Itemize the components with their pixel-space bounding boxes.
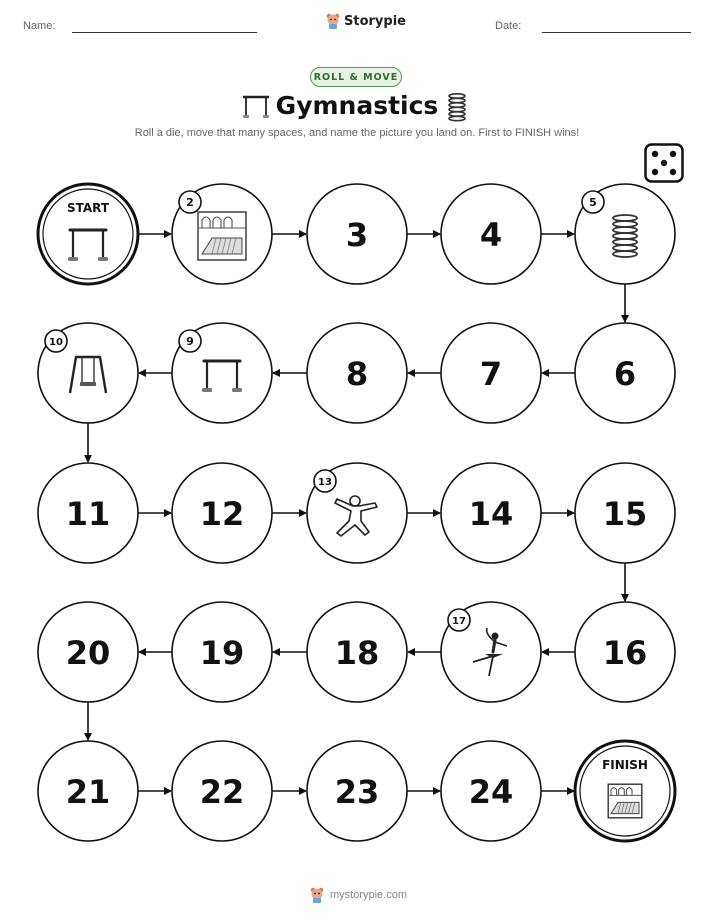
instructions-text: Roll a die, move that many spaces, and name the picture you land on. First to FINISH wins! — [134, 127, 580, 139]
board-space-8[interactable] — [307, 323, 407, 423]
space-number: 20 — [65, 634, 111, 672]
name-label: Name: — [23, 20, 56, 32]
space-number: 6 — [613, 355, 637, 393]
space-number: 22 — [199, 773, 245, 811]
space-number: 4 — [479, 216, 503, 254]
board-space-6[interactable] — [575, 323, 675, 423]
board-space-18[interactable] — [307, 602, 407, 702]
space-number-badge: 2 — [186, 196, 194, 209]
board-space-23[interactable] — [307, 741, 407, 841]
brand-name: Storypie — [344, 13, 406, 29]
board-space-10[interactable] — [38, 323, 138, 423]
board-space-7[interactable] — [441, 323, 541, 423]
board-space-1[interactable] — [38, 184, 138, 284]
footer — [310, 887, 407, 903]
space-number: 24 — [468, 773, 514, 811]
board-space-21[interactable] — [38, 741, 138, 841]
start-label: START — [66, 201, 110, 215]
space-number: 11 — [65, 495, 111, 533]
board-space-5[interactable] — [575, 184, 675, 284]
board-space-17[interactable] — [441, 602, 541, 702]
board-space-22[interactable] — [172, 741, 272, 841]
space-number: 23 — [334, 773, 380, 811]
space-number-badge: 10 — [49, 337, 63, 348]
space-number: 19 — [199, 634, 245, 672]
board-space-2[interactable] — [172, 184, 272, 284]
board-space-11[interactable] — [38, 463, 138, 563]
space-number: 3 — [345, 216, 369, 254]
board-space-4[interactable] — [441, 184, 541, 284]
space-number-badge: 5 — [589, 196, 597, 209]
space-number: 12 — [199, 495, 245, 533]
board-space-13[interactable] — [307, 463, 407, 563]
board-space-16[interactable] — [575, 602, 675, 702]
space-number-badge: 17 — [452, 616, 466, 627]
board-space-3[interactable] — [307, 184, 407, 284]
bear-mascot-icon — [310, 887, 324, 903]
board-space-15[interactable] — [575, 463, 675, 563]
board-space-9[interactable] — [172, 323, 272, 423]
page-title: Gymnastics — [275, 91, 439, 120]
finish-label: FINISH — [602, 758, 648, 772]
space-number: 7 — [479, 355, 503, 393]
gym-hall-icon — [608, 784, 642, 818]
footer-url: mystorypie.com — [330, 889, 408, 901]
board-space-14[interactable] — [441, 463, 541, 563]
board-space-25[interactable] — [575, 741, 675, 841]
date-label: Date: — [495, 20, 522, 32]
game-type-badge: ROLL & MOVE — [310, 67, 402, 87]
board-space-12[interactable] — [172, 463, 272, 563]
board-space-24[interactable] — [441, 741, 541, 841]
board-space-20[interactable] — [38, 602, 138, 702]
board-space-19[interactable] — [172, 602, 272, 702]
space-number: 18 — [334, 634, 380, 672]
space-number: 16 — [602, 634, 648, 672]
space-number-badge: 13 — [318, 477, 332, 488]
gym-hall-icon — [198, 212, 246, 260]
space-number: 15 — [602, 495, 648, 533]
space-number: 14 — [468, 495, 514, 533]
space-number: 8 — [345, 355, 369, 393]
space-number: 21 — [65, 773, 111, 811]
space-number-badge: 9 — [186, 335, 194, 348]
